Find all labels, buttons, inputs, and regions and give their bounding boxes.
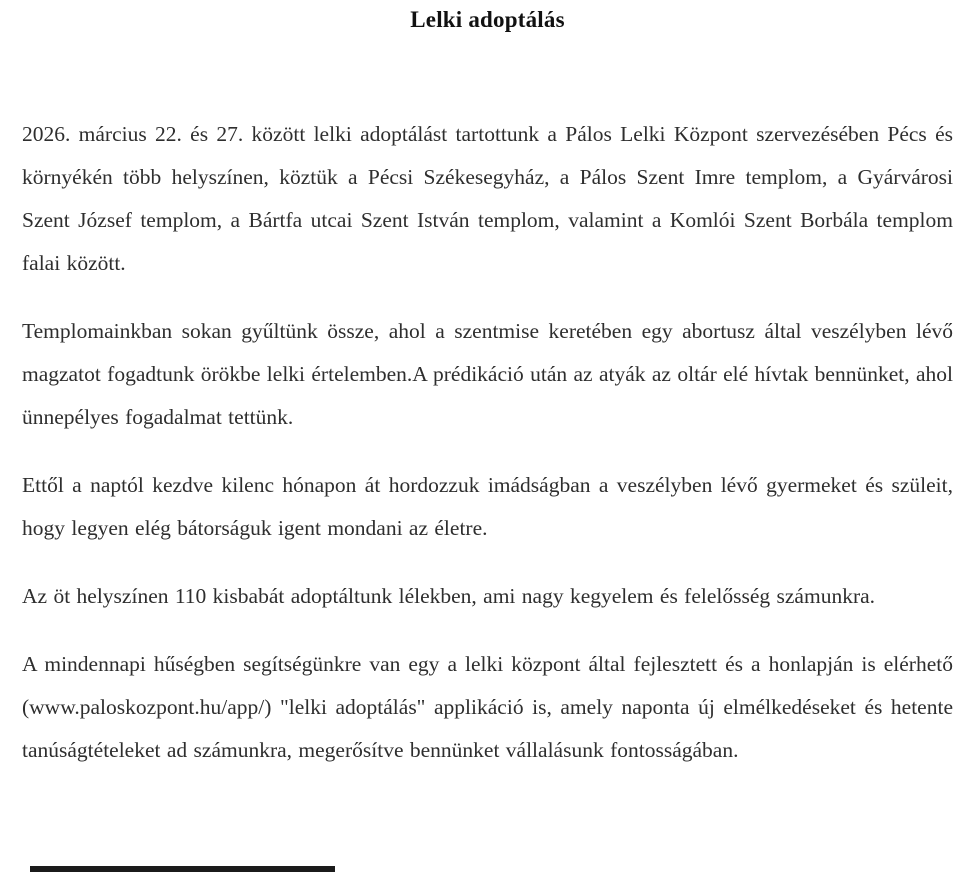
body-paragraph: Az öt helyszínen 110 kisbabát adoptáltunk lélekben, ami nagy kegyelem és felelősség számunkra. — [22, 584, 876, 608]
document-body — [22, 113, 953, 772]
body-paragraph: Templomainkban sokan gyűltünk össze, ahol a szentmise keretében egy abortusz által veszélyben lévő magzatot fogadtunk örökbe lelki értelemben.A prédikáció után az atyák az oltár elé hívtak bennünket, ahol ünnepélyes fogadalmat tettünk. — [22, 319, 953, 429]
page-title: Lelki adoptálás — [410, 7, 565, 32]
body-paragraph: 2026. március 22. és 27. között lelki adoptálást tartottunk a Pálos Lelki Központ szervezésében Pécs és környékén több helyszínen, köztük a Pécsi Székesegyház, a Pálos Szent Imre templom, a Gyárvárosi Szent József templom, a Bártfa utcai Szent István templom, valamint a Komlói Szent Borbála templom falai között. — [22, 122, 953, 275]
body-paragraph: Ettől a naptól kezdve kilenc hónapon át hordozzuk imádságban a veszélyben lévő gyermeket és szüleit, hogy legyen elég bátorságuk igent mondani az életre. — [22, 473, 953, 540]
body-paragraph: A mindennapi hűségben segítségünkre van egy a lelki központ által fejlesztett és a honlapján is elérhető (www.paloskozpont.hu/app/) "lelki adoptálás" applikáció is, amely naponta új elmélkedéseket és hetente tanúságtételeket ad számunkra, megerősítve bennünket vállalásunk fontosságában. — [22, 652, 953, 762]
cropped-element-bar — [30, 866, 335, 872]
